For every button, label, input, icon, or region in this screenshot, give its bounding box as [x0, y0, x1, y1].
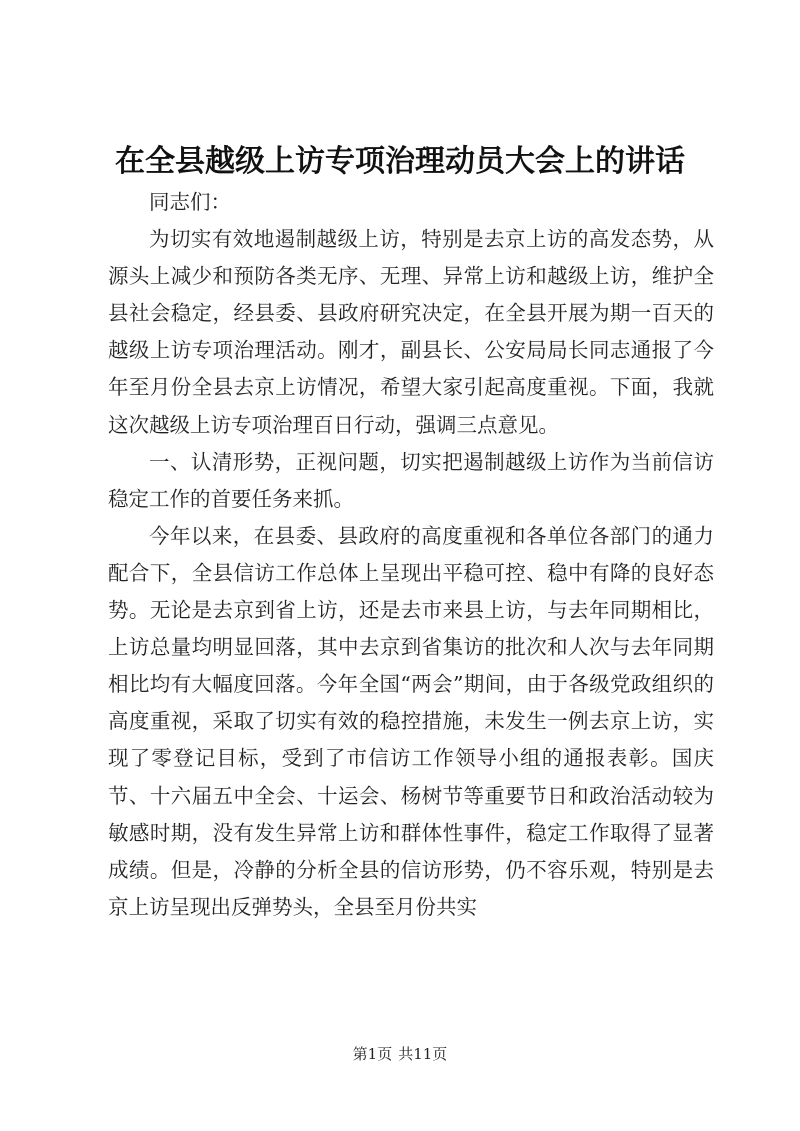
page-number: 第1页 [352, 1045, 393, 1063]
greeting: 同志们： [149, 190, 231, 214]
page-total: 共11页 [398, 1045, 448, 1063]
page-footer [0, 1044, 800, 1064]
document-body [108, 184, 714, 926]
paragraph-intro: 为切实有效地遏制越级上访，特别是去京上访的高发态势，从源头上减少和预防各类无序、无理、异常上访和越级上访，维护全县社会稳定，经县委、县政府研究决定，在全县开展为期一百天的越级上访专项治理活动。刚才，副县长、公安局局长同志通报了今年至月份全县去京上访情况，希望大家引起高度重视。下面，我就这次越级上访专项治理百日行动，强调三点意见。 [108, 227, 714, 437]
document-title: 在全县越级上访专项治理动员大会上的讲话 [115, 144, 685, 179]
paragraph-situation: 今年以来，在县委、县政府的高度重视和各单位各部门的通力配合下，全县信访工作总体上呈现出平稳可控、稳中有降的良好态势。无论是去京到省上访，还是去市来县上访，与去年同期相比，上访总量均明显回落，其中去京到省集访的批次和人次与去年同期相比均有大幅度回落。今年全国“两会”期间，由于各级党政组织的高度重视，采取了切实有效的稳控措施，未发生一例去京上访，实现了零登记目标，受到了市信访工作领导小组的通报表彰。国庆节、十六届五中全会、十运会、杨树节等重要节日和政治活动较为敏感时期，没有发生异常上访和群体性事件，稳定工作取得了显著成绩。但是，冷静的分析全县的信访形势，仍不容乐观，特别是去京上访呈现出反弹势头，全县至月份共实 [108, 523, 714, 919]
paragraph-heading-one: 一、认清形势，正视问题，切实把遏制越级上访作为当前信访稳定工作的首要任务来抓。 [108, 449, 714, 511]
